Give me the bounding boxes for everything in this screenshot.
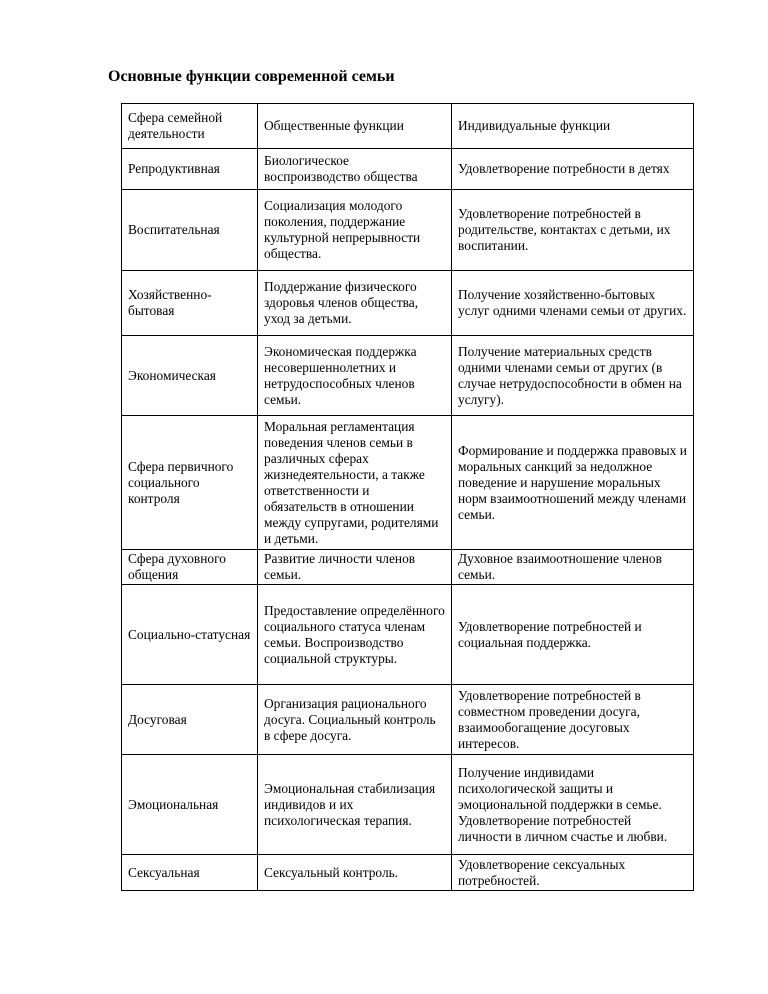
individual-function-cell: Получение индивидами психологической защиты и эмоциональной поддержки в семье. Удовлетворение потребностей личности в личном счастье и любви. xyxy=(452,755,694,855)
social-function-cell: Развитие личности членов семьи. xyxy=(258,550,452,585)
individual-function-cell: Духовное взаимоотношение членов семьи. xyxy=(452,550,694,585)
header-sphere: Сфера семейной деятельности xyxy=(122,104,258,149)
social-function-cell: Предоставление определённого социального статуса членам семьи. Воспроизводство социальной структуры. xyxy=(258,585,452,685)
family-functions-table xyxy=(121,103,694,891)
table-header-row xyxy=(122,104,694,149)
social-function-cell: Биологическое воспроизводство общества xyxy=(258,149,452,190)
header-individual-functions: Индивидуальные функции xyxy=(452,104,694,149)
social-function-cell: Экономическая поддержка несовершеннолетних и нетрудоспособных членов семьи. xyxy=(258,336,452,416)
table-row xyxy=(122,855,694,891)
individual-function-cell: Удовлетворение потребности в детях xyxy=(452,149,694,190)
sphere-cell: Сфера духовного общения xyxy=(122,550,258,585)
social-function-cell: Поддержание физического здоровья членов общества, уход за детьми. xyxy=(258,271,452,336)
individual-function-cell: Получение материальных средств одними членами семьи от других (в случае нетрудоспособности в обмен на услугу). xyxy=(452,336,694,416)
individual-function-cell: Удовлетворение потребностей в родительстве, контактах с детьми, их воспитании. xyxy=(452,190,694,271)
table-row xyxy=(122,149,694,190)
social-function-cell: Социализация молодого поколения, поддержание культурной непрерывности общества. xyxy=(258,190,452,271)
table-row xyxy=(122,755,694,855)
document-title: Основные функции современной семьи xyxy=(108,68,395,85)
individual-function-cell: Получение хозяйственно-бытовых услуг одними членами семьи от других. xyxy=(452,271,694,336)
individual-function-cell: Удовлетворение потребностей и социальная поддержка. xyxy=(452,585,694,685)
sphere-cell: Экономическая xyxy=(122,336,258,416)
header-social-functions: Общественные функции xyxy=(258,104,452,149)
table-row xyxy=(122,550,694,585)
social-function-cell: Эмоциональная стабилизация индивидов и их психологическая терапия. xyxy=(258,755,452,855)
social-function-cell: Моральная регламентация поведения членов семьи в различных сферах жизнедеятельности, а также ответственности и обязательств в отношении между супругами, родителями и детьми. xyxy=(258,416,452,550)
table-row xyxy=(122,416,694,550)
sphere-cell: Сфера первичного социального контроля xyxy=(122,416,258,550)
sphere-cell: Досуговая xyxy=(122,685,258,755)
social-function-cell: Организация рационального досуга. Социальный контроль в сфере досуга. xyxy=(258,685,452,755)
individual-function-cell: Удовлетворение потребностей в совместном проведении досуга, взаимообогащение досуговых интересов. xyxy=(452,685,694,755)
sphere-cell: Воспитательная xyxy=(122,190,258,271)
sphere-cell: Социально-статусная xyxy=(122,585,258,685)
social-function-cell: Сексуальный контроль. xyxy=(258,855,452,891)
sphere-cell: Репродуктивная xyxy=(122,149,258,190)
sphere-cell: Хозяйственно-бытовая xyxy=(122,271,258,336)
sphere-cell: Эмоциональная xyxy=(122,755,258,855)
table-row xyxy=(122,685,694,755)
table-row xyxy=(122,190,694,271)
individual-function-cell: Удовлетворение сексуальных потребностей. xyxy=(452,855,694,891)
table-row xyxy=(122,336,694,416)
individual-function-cell: Формирование и поддержка правовых и моральных санкций за недолжное поведение и нарушение моральных норм взаимоотношений между членами семьи. xyxy=(452,416,694,550)
table-row xyxy=(122,585,694,685)
table-row xyxy=(122,271,694,336)
sphere-cell: Сексуальная xyxy=(122,855,258,891)
